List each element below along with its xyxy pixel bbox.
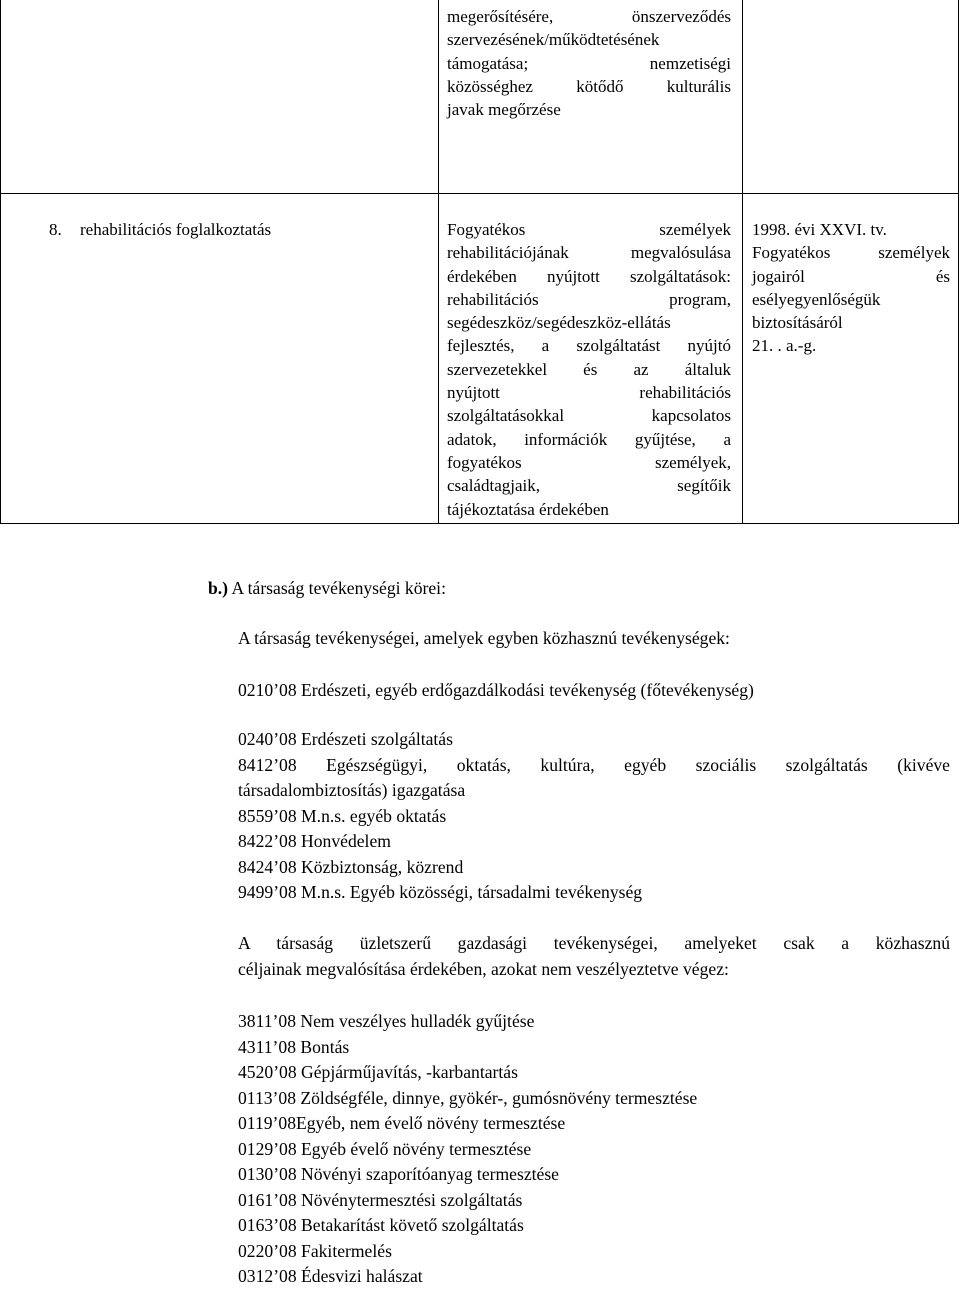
table-column-divider <box>438 0 439 523</box>
row7-desc-line: közösséghez kötődő kulturális <box>447 76 731 96</box>
list-item: 8412’08 Egészségügyi, oktatás, kultúra, egyéb szociális szolgáltatás (kivéve <box>238 754 950 775</box>
row8-description <box>447 218 731 521</box>
row8-law-line: esélyegyenlőségük <box>752 289 881 309</box>
row8-law-line: biztosításáról <box>752 313 843 333</box>
row8-desc-line: segédeszköz/segédeszköz-ellátás <box>447 313 671 333</box>
row8-activity-name: rehabilitációs foglalkoztatás <box>80 220 272 239</box>
list-item: 0220’08 Fakitermelés <box>238 1240 392 1261</box>
row8-desc-line: rehabilitációs program, <box>447 289 731 309</box>
intro-line: céljainak megvalósítása érdekében, azokat nem veszélyeztetve végez: <box>238 958 729 979</box>
list-item: 4520’08 Gépjárműjavítás, -karbantartás <box>238 1062 518 1082</box>
activity-table <box>0 0 959 524</box>
row8-desc-line: Fogyatékos személyek <box>447 220 731 239</box>
list-item: 0129’08 Egyéb évelő növény termesztése <box>238 1138 532 1159</box>
list-item: 0240’08 Erdészeti szolgáltatás <box>238 729 453 749</box>
business-activities-intro <box>238 931 950 982</box>
row7-desc-line: javak megőrzése <box>447 100 561 120</box>
list-item: társadalombiztosítás) igazgatása <box>238 780 466 800</box>
row7-desc-line: támogatása; nemzetiségi <box>447 53 731 73</box>
row7-desc-line: megerősítésére, önszerveződés <box>447 7 731 26</box>
row8-desc-line: szervezetekkel és az általuk <box>447 359 731 379</box>
row8-desc-line: adatok, információk gyűjtése, a <box>447 429 731 449</box>
row8-legal-reference <box>752 218 950 358</box>
row8-law-line: 1998. évi XXVI. tv. <box>752 220 887 239</box>
list-item: 0113’08 Zöldségféle, dinnye, gyökér-, gumósnövény termesztése <box>238 1087 698 1108</box>
list-item: 3811’08 Nem veszélyes hulladék gyűjtése <box>238 1011 535 1031</box>
list-item: 0161’08 Növénytermesztési szolgáltatás <box>238 1189 523 1210</box>
main-activity: 0210’08 Erdészeti, egyéb erdőgazdálkodási tevékenység (főtevékenység) <box>238 680 754 700</box>
row7-description <box>447 5 731 121</box>
row8-law-line: 21. . a.-g. <box>752 336 817 356</box>
list-item: 0163’08 Betakarítást követő szolgáltatás <box>238 1215 524 1235</box>
row8-desc-line: szolgáltatásokkal kapcsolatos <box>447 406 731 426</box>
list-item: 8422’08 Honvédelem <box>238 831 391 851</box>
intro-line: A társaság üzletszerű gazdasági tevékenységei, amelyeket csak a közhasznú <box>238 933 950 953</box>
row8-law-line: Fogyatékos személyek <box>752 243 950 263</box>
list-item: 9499’08 M.n.s. Egyéb közösségi, társadalmi tevékenység <box>238 882 643 902</box>
row8-desc-line: családtagjaik, segítőik <box>447 476 731 496</box>
business-activities-list <box>238 1009 950 1290</box>
list-item: 8424’08 Közbiztonság, közrend <box>238 856 464 877</box>
row8-desc-line: nyújtott rehabilitációs <box>447 383 731 403</box>
section-label: b.) <box>208 578 229 598</box>
section-heading <box>208 576 446 602</box>
row8-number: 8. <box>49 220 62 239</box>
public-activities-intro: A társaság tevékenységei, amelyek egyben közhasznú tevékenységek: <box>238 628 730 648</box>
row8-desc-line: fogyatékos személyek, <box>447 452 731 472</box>
list-item: 0312’08 Édesvizi halászat <box>238 1266 423 1286</box>
table-column-divider <box>742 0 743 523</box>
list-item: 4311’08 Bontás <box>238 1036 350 1057</box>
row7-desc-line: szervezésének/működtetésének <box>447 30 660 50</box>
row8-desc-line: tájékoztatása érdekében <box>447 499 609 519</box>
list-item: 0130’08 Növényi szaporítóanyag termesztése <box>238 1164 559 1184</box>
table-row-divider <box>1 193 958 194</box>
row8-desc-line: érdekében nyújtott szolgáltatások: <box>447 266 731 286</box>
section-title: A társaság tevékenységi körei: <box>231 578 446 598</box>
list-item: 0119’08Egyéb, nem évelő növény termesztése <box>238 1113 566 1133</box>
row8-desc-line: rehabilitációjának megvalósulása <box>447 243 731 263</box>
public-activities-list <box>238 727 950 906</box>
row8-law-line: jogairól és <box>752 266 950 286</box>
list-item: 8559’08 M.n.s. egyéb oktatás <box>238 805 447 826</box>
row8-desc-line: fejlesztés, a szolgáltatást nyújtó <box>447 336 731 356</box>
